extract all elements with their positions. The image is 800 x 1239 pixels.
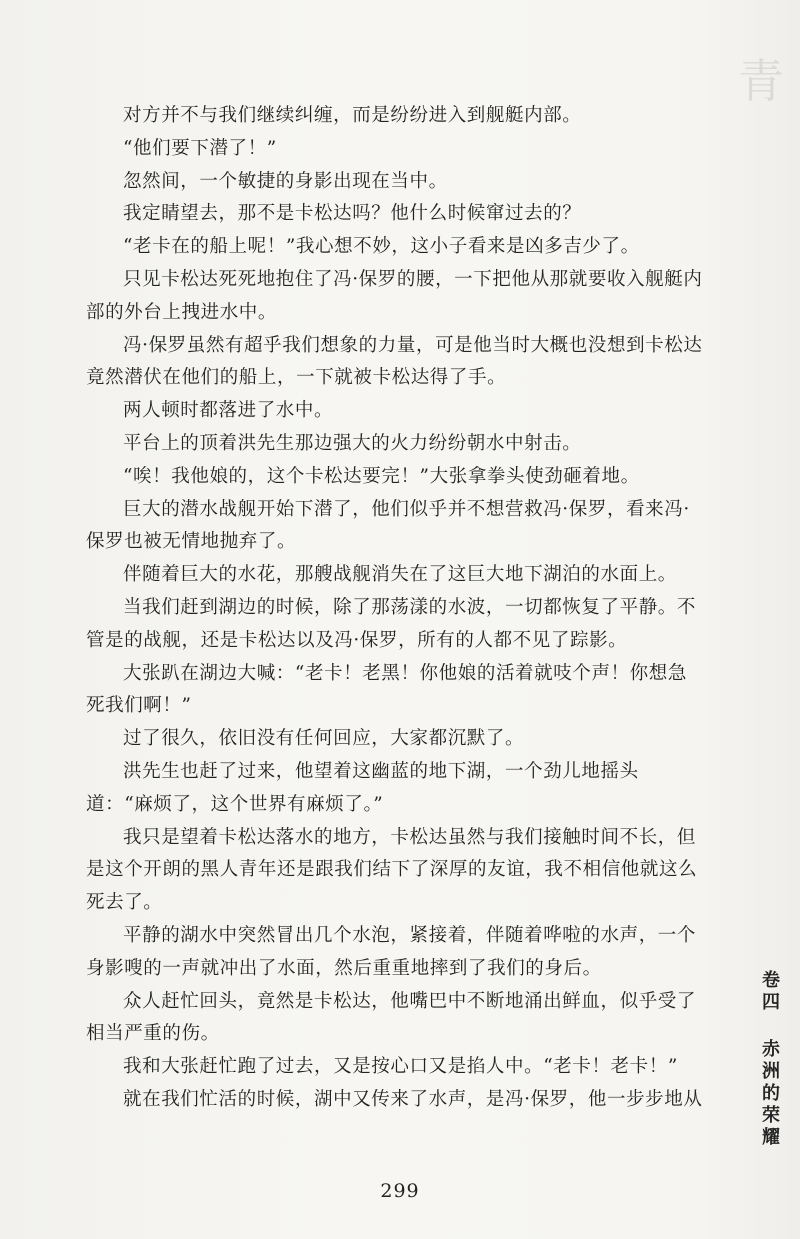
paragraph: 当我们赶到湖边的时候，除了那荡漾的水波，一切都恢复了平静。不管是的战舰，还是卡松达以及冯·保罗，所有的人都不见了踪影。 <box>86 596 697 651</box>
page-number: 299 <box>380 1180 420 1202</box>
paragraph: 平台上的顶着洪先生那边强大的火力纷纷朝水中射击。 <box>123 432 582 454</box>
paragraph: 巨大的潜水战舰开始下潜了，他们似乎并不想营救冯·保罗，看来冯·保罗也被无情地抛弃了。 <box>86 498 690 553</box>
paragraph: 冯·保罗虽然有超乎我们想象的力量，可是他当时大概也没想到卡松达竟然潜伏在他们的船上，一下就被卡松达得了手。 <box>86 334 703 389</box>
paragraph: 只见卡松达死死地抱住了冯·保罗的腰，一下把他从那就要收入舰艇内部的外台上拽进水中。 <box>86 268 703 323</box>
paragraph: 对方并不与我们继续纠缠，而是纷纷进入到舰艇内部。 <box>123 105 582 126</box>
paragraph: “唉！我他娘的，这个卡松达要完！”大张拿拳头使劲砸着地。 <box>123 465 640 487</box>
paragraph: “老卡在的船上呢！”我心想不妙，这小子看来是凶多吉少了。 <box>123 236 640 258</box>
paragraph: 洪先生也赶了过来，他望着这幽蓝的地下湖，一个劲儿地摇头道：“麻烦了，这个世界有麻烦了。” <box>86 760 639 815</box>
paragraph: 就在我们忙活的时候，湖中又传来了水声，是冯·保罗，他一步步地从 <box>123 1088 703 1110</box>
paragraph: 众人赶忙回头，竟然是卡松达，他嘴巴中不断地涌出鲜血，似乎受了相当严重的伤。 <box>86 990 697 1045</box>
paragraph: “他们要下潜了！” <box>123 137 277 159</box>
paragraph: 我定睛望去，那不是卡松达吗？他什么时候窜过去的？ <box>123 203 582 225</box>
paragraph: 忽然间，一个敏捷的身影出现在当中。 <box>123 170 448 192</box>
paragraph: 伴随着巨大的水花，那艘战舰消失在了这巨大地下湖泊的水面上。 <box>123 564 677 586</box>
paragraph: 大张趴在湖边大喊：“老卡！老黑！你他娘的活着就吱个声！你想急死我们啊！” <box>86 662 687 717</box>
paragraph: 我只是望着卡松达落水的地方，卡松达虽然与我们接触时间不长，但是这个开朗的黑人青年还是跟我们结下了深厚的友谊，我不相信他就这么死去了。 <box>86 826 698 914</box>
paragraph: 两人顿时都落进了水中。 <box>123 400 334 422</box>
chapter-label: 卷四 赤洲的荣耀 <box>759 970 780 1149</box>
paragraph: 我和大张赶忙跑了过去，又是按心口又是掐人中。“老卡！老卡！” <box>123 1056 678 1078</box>
body-text <box>86 100 706 1117</box>
show-through-character: 青 <box>738 54 784 108</box>
paragraph: 过了很久，依旧没有任何回应，大家都沉默了。 <box>123 728 525 750</box>
paragraph: 平静的湖水中突然冒出几个水泡，紧接着，伴随着哗啦的水声，一个身影嗖的一声就冲出了水面，然后重重地摔到了我们的身后。 <box>86 924 697 979</box>
